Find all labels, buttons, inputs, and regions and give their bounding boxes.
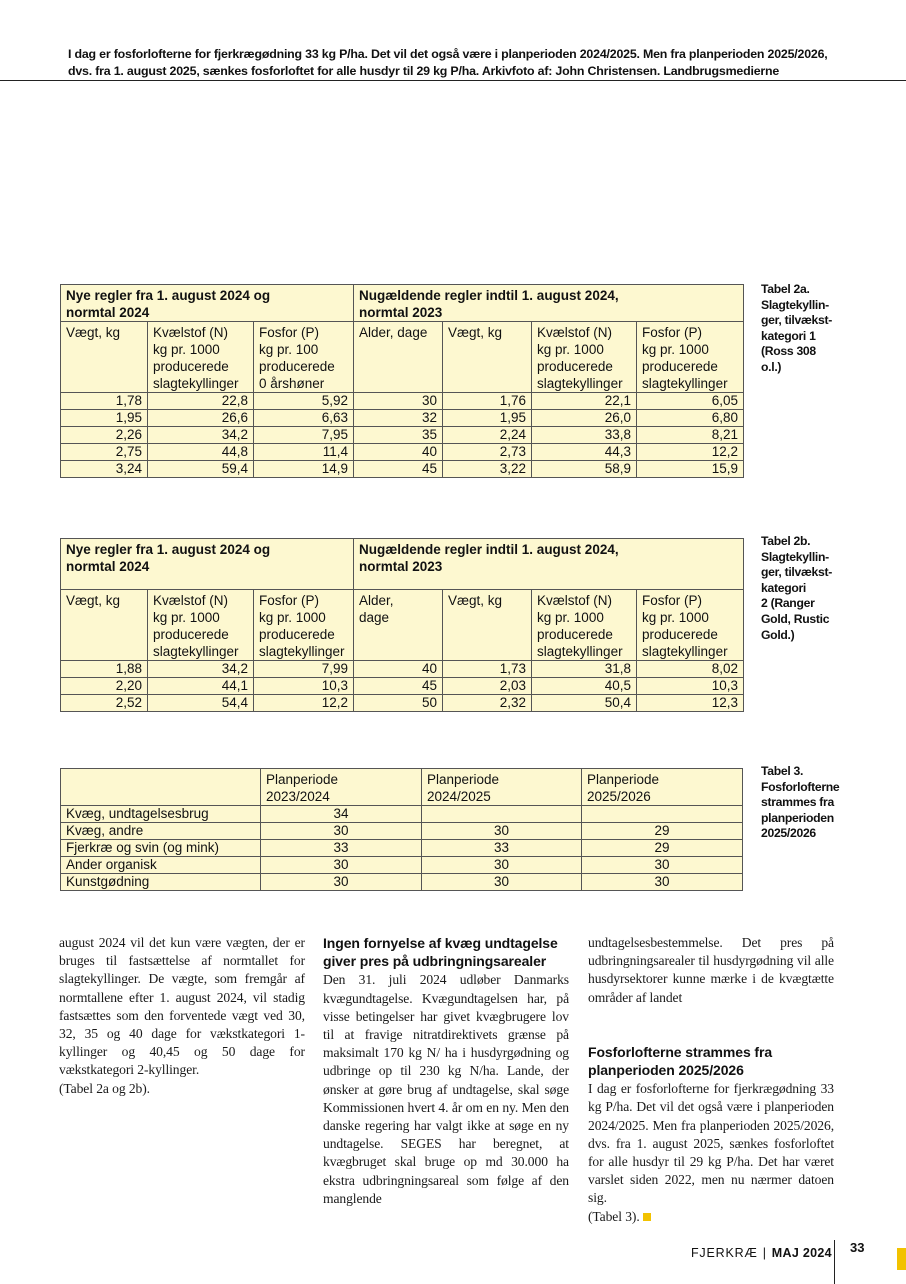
end-mark-icon <box>643 1213 651 1221</box>
table-cell: 44,3 <box>532 444 637 461</box>
table-label-line: o.l.) <box>761 359 782 374</box>
table-2a-label <box>761 282 841 376</box>
section-heading: Fosforlofterne strammes fra planperioden 2025/2026 <box>588 1043 773 1079</box>
table-cell: 12,2 <box>254 695 354 712</box>
table-label-line: (Ross 308 <box>761 344 816 359</box>
section-tab-marker <box>897 1248 906 1270</box>
footer-separator: | <box>762 1246 767 1260</box>
table-cell: Fjerkræ og svin (og mink) <box>61 840 261 857</box>
table-cell: 58,9 <box>532 461 637 478</box>
table-cell: 50,4 <box>532 695 637 712</box>
header-line: producerede <box>642 359 718 374</box>
group-header-old <box>354 539 744 590</box>
caption-line-2: dvs. fra 1. august 2025, sænkes fosforloftet for alle husdyr til 29 kg P/ha. Arkivfoto af: John Christensen. Landbrugsmedierne <box>68 63 780 78</box>
table-cell <box>422 806 582 823</box>
header-line: normtal 2023 <box>359 559 443 574</box>
table-label-line: strammes fra <box>761 795 834 810</box>
header-line: 2023/2024 <box>266 789 330 804</box>
table-row <box>61 393 744 410</box>
article-column-2 <box>323 934 569 1208</box>
table-2b-label <box>761 534 841 643</box>
table-cell: 1,73 <box>443 661 532 678</box>
table-row <box>61 661 744 678</box>
header-line: slagtekyllinger <box>259 644 345 659</box>
table-label-line: 2 (Ranger <box>761 596 815 611</box>
table-cell: 14,9 <box>254 461 354 478</box>
table-label-line: kategori <box>761 580 807 595</box>
table-cell: 6,05 <box>637 393 744 410</box>
table-cell: 30 <box>422 823 582 840</box>
table-cell: 30 <box>261 823 422 840</box>
table-cell: 7,99 <box>254 661 354 678</box>
body-paragraph: I dag er fosforlofterne for fjerkrægødning 33 kg P/ha. Det vil det også være i planperioden 2024/2025. Men fra planperioden 2025/2026, dvs. fra 1. august 2025, sænkes fosforloftet for alle husdyr til 29 kg P/ha. Det har været varslet siden 2022, men nu nærmer datoen sig. <box>588 1081 834 1206</box>
header-line: producerede <box>259 359 335 374</box>
header-line: Kvælstof (N) <box>537 325 613 340</box>
header-line: Planperiode <box>587 772 660 787</box>
table-cell: 44,8 <box>148 444 254 461</box>
col-header <box>261 769 422 806</box>
col-header <box>422 769 582 806</box>
table-cell: 30 <box>354 393 443 410</box>
col-header <box>637 322 744 393</box>
table-row <box>61 806 743 823</box>
table-cell: 3,24 <box>61 461 148 478</box>
photo-caption <box>68 46 838 79</box>
table-reference: (Tabel 2a og 2b). <box>59 1080 150 1096</box>
table-cell: 11,4 <box>254 444 354 461</box>
table-label-line: Slagtekyllin- <box>761 549 829 564</box>
table-cell: 2,03 <box>443 678 532 695</box>
header-line: kg pr. 1000 <box>537 342 604 357</box>
header-line: producerede <box>537 359 613 374</box>
header-line: Vægt, kg <box>448 325 503 340</box>
table-label-line: Gold.) <box>761 627 795 642</box>
col-header <box>354 590 443 661</box>
article-column-1 <box>59 934 305 1098</box>
table-cell: 12,2 <box>637 444 744 461</box>
table-cell: 6,80 <box>637 410 744 427</box>
col-header <box>254 590 354 661</box>
header-line: kg pr. 1000 <box>153 610 220 625</box>
table-label-line: ger, tilvækst- <box>761 313 832 328</box>
table-cell: 1,78 <box>61 393 148 410</box>
table-2a <box>60 284 744 478</box>
col-header <box>582 769 743 806</box>
table-cell: 30 <box>261 874 422 891</box>
header-line: normtal 2024 <box>66 305 150 320</box>
header-line: Fosfor (P) <box>642 325 703 340</box>
table-cell: Kunstgødning <box>61 874 261 891</box>
header-line: 2025/2026 <box>587 789 651 804</box>
column-header-row <box>61 322 744 393</box>
table-label-line: Gold, Rustic <box>761 611 830 626</box>
table-cell: 35 <box>354 427 443 444</box>
table-2b <box>60 538 744 712</box>
header-line: slagtekyllinger <box>153 376 239 391</box>
header-line: slagtekyllinger <box>537 644 623 659</box>
table-row <box>61 840 743 857</box>
header-line: 0 årshøner <box>259 376 325 391</box>
table-row <box>61 857 743 874</box>
table-cell: 6,63 <box>254 410 354 427</box>
table-cell: 2,75 <box>61 444 148 461</box>
table-cell: 40,5 <box>532 678 637 695</box>
table-3-label <box>761 764 841 842</box>
page-footer <box>691 1246 832 1260</box>
section-heading: Ingen fornyelse af kvæg undtagelse giver pres på udbringningsarealer <box>323 935 558 970</box>
issue-date: MAJ 2024 <box>771 1246 832 1260</box>
table-cell: 40 <box>354 661 443 678</box>
table-cell: 54,4 <box>148 695 254 712</box>
header-line: Nye regler fra 1. august 2024 og <box>66 288 271 303</box>
table-cell: 34 <box>261 806 422 823</box>
header-line: normtal 2023 <box>359 305 443 320</box>
col-header <box>443 322 532 393</box>
table-cell: 1,88 <box>61 661 148 678</box>
header-line: Fosfor (P) <box>642 593 703 608</box>
table-label-line: Tabel 3. <box>761 764 804 778</box>
table-cell: 22,1 <box>532 393 637 410</box>
header-line: Kvælstof (N) <box>537 593 613 608</box>
col-header <box>61 322 148 393</box>
header-line: producerede <box>642 627 718 642</box>
header-line: kg pr. 1000 <box>153 342 220 357</box>
table-cell: 30 <box>582 857 743 874</box>
group-header-old <box>354 285 744 322</box>
table-row <box>61 427 744 444</box>
table-cell: 30 <box>582 874 743 891</box>
header-line: Alder, dage <box>359 325 428 340</box>
table-row <box>61 874 743 891</box>
table-cell: 7,95 <box>254 427 354 444</box>
table-cell: 59,4 <box>148 461 254 478</box>
header-line: producerede <box>153 627 229 642</box>
table-cell: 33 <box>261 840 422 857</box>
caption-divider <box>0 80 906 81</box>
col-header <box>443 590 532 661</box>
table-row <box>61 444 744 461</box>
table-cell: 29 <box>582 840 743 857</box>
col-header <box>637 590 744 661</box>
table-label-line: 2025/2026 <box>761 826 816 841</box>
table-cell: 30 <box>422 874 582 891</box>
table-cell: 1,95 <box>61 410 148 427</box>
magazine-name: FJERKRÆ <box>691 1246 758 1260</box>
footer-divider <box>834 1240 835 1284</box>
table-cell: 3,22 <box>443 461 532 478</box>
header-line: 2024/2025 <box>427 789 491 804</box>
col-header <box>61 769 261 806</box>
body-paragraph: Den 31. juli 2024 udløber Danmarks kvægundtagelse. Kvægundtagelsen har, på visse betingelser har givet kvægbrugere lov til at fravige nitratdirektivets grænse på maksimalt 170 kg N/ ha i husdyrgødning og udbringe op til 230 kg N/ha. Lande, der ønsker at gøre brug af undtagelse, skal søge Kommissionen hvert 4. år om en ny. Men den danske regering har valgt ikke at søge en ny undtagelse. SEGES har beregnet, at kvægbruget skal bruge op md 30.000 ha ekstra udbringningsareal som følge af den manglende <box>323 972 569 1206</box>
table-cell: 5,92 <box>254 393 354 410</box>
header-line: Vægt, kg <box>66 593 121 608</box>
table-cell: 34,2 <box>148 661 254 678</box>
header-line: kg pr. 100 <box>259 342 319 357</box>
header-line: Alder, <box>359 593 394 608</box>
header-line: slagtekyllinger <box>642 644 728 659</box>
table-cell: 22,8 <box>148 393 254 410</box>
col-header <box>148 322 254 393</box>
table-row <box>61 695 744 712</box>
table-cell: 2,52 <box>61 695 148 712</box>
table-cell: 31,8 <box>532 661 637 678</box>
group-header-new <box>61 285 354 322</box>
header-line: dage <box>359 610 390 625</box>
header-line: kg pr. 1000 <box>642 610 709 625</box>
table-reference: (Tabel 3). <box>588 1208 640 1224</box>
col-header <box>354 322 443 393</box>
header-line: Planperiode <box>427 772 500 787</box>
table-label-line: Tabel 2a. <box>761 282 810 296</box>
table-cell: 12,3 <box>637 695 744 712</box>
header-line: slagtekyllinger <box>153 644 239 659</box>
table-row <box>61 410 744 427</box>
table-cell: 2,24 <box>443 427 532 444</box>
article-column-3 <box>588 934 834 1226</box>
col-header <box>532 590 637 661</box>
header-line: Fosfor (P) <box>259 325 320 340</box>
page-number: 33 <box>850 1240 865 1255</box>
header-line: Nye regler fra 1. august 2024 og <box>66 542 271 557</box>
header-line: Kvælstof (N) <box>153 593 229 608</box>
header-line: producerede <box>259 627 335 642</box>
body-paragraph: august 2024 vil det kun være vægten, der er bruges til fastsættelse af normtallet for slagtekyllinger. De vægte, som fremgår af normtallene efter 1. august 2024, vil stadig fastsættes som den forventede vægt ved 30, 32, 35 og 40 dage for vækstkategori 1-kyllinger og 40,45 og 50 dage for vækstkategori 2-kyllinger. <box>59 935 305 1078</box>
col-header <box>532 322 637 393</box>
body-paragraph: undtagelsesbestemmelse. Det pres på udbringningsarealer til husdyrgødning vil alle husdyrsektorer kunne mærke i de kvægtætte områder af landet <box>588 935 834 1005</box>
header-line: producerede <box>153 359 229 374</box>
table-row <box>61 678 744 695</box>
table-cell: Kvæg, andre <box>61 823 261 840</box>
table-cell: 34,2 <box>148 427 254 444</box>
table-label-line: Slagtekyllin- <box>761 297 829 312</box>
table-cell: 40 <box>354 444 443 461</box>
group-header-new <box>61 539 354 590</box>
header-line: Nugældende regler indtil 1. august 2024, <box>359 288 619 303</box>
table-row <box>61 461 744 478</box>
table-label-line: kategori 1 <box>761 328 816 343</box>
table-cell: 2,32 <box>443 695 532 712</box>
table-cell: 2,26 <box>61 427 148 444</box>
table-cell: 50 <box>354 695 443 712</box>
table-cell: 45 <box>354 461 443 478</box>
table-cell: 26,6 <box>148 410 254 427</box>
table-cell: 8,21 <box>637 427 744 444</box>
header-line: Planperiode <box>266 772 339 787</box>
column-header-row <box>61 769 743 806</box>
header-line: producerede <box>537 627 613 642</box>
table-label-line: Fosforlofterne <box>761 779 840 794</box>
col-header <box>254 322 354 393</box>
table-cell: 45 <box>354 678 443 695</box>
table-cell: 29 <box>582 823 743 840</box>
table-label-line: planperioden <box>761 810 834 825</box>
caption-line-1: I dag er fosforlofterne for fjerkrægødning 33 kg P/ha. Det vil det også være i planperioden 2024/2025. Men fra planperioden 2025/2026, <box>68 47 828 61</box>
table-cell: 10,3 <box>254 678 354 695</box>
table-cell: 1,76 <box>443 393 532 410</box>
header-line: Nugældende regler indtil 1. august 2024, <box>359 542 619 557</box>
table-label-line: Tabel 2b. <box>761 534 811 548</box>
table-3 <box>60 768 743 891</box>
table-cell: 30 <box>261 857 422 874</box>
table-cell: Ander organisk <box>61 857 261 874</box>
table-cell: 1,95 <box>443 410 532 427</box>
table-cell: 32 <box>354 410 443 427</box>
table-row <box>61 823 743 840</box>
table-cell: 15,9 <box>637 461 744 478</box>
header-line: slagtekyllinger <box>642 376 728 391</box>
table-cell: 33,8 <box>532 427 637 444</box>
table-cell: 30 <box>422 857 582 874</box>
col-header <box>148 590 254 661</box>
column-header-row <box>61 590 744 661</box>
header-line: kg pr. 1000 <box>259 610 326 625</box>
header-line: kg pr. 1000 <box>642 342 709 357</box>
table-cell <box>582 806 743 823</box>
header-line: kg pr. 1000 <box>537 610 604 625</box>
header-line: normtal 2024 <box>66 559 150 574</box>
table-cell: 26,0 <box>532 410 637 427</box>
header-line: Vægt, kg <box>448 593 503 608</box>
table-cell: Kvæg, undtagelsesbrug <box>61 806 261 823</box>
table-cell: 33 <box>422 840 582 857</box>
header-line: Fosfor (P) <box>259 593 320 608</box>
table-cell: 44,1 <box>148 678 254 695</box>
header-line: slagtekyllinger <box>537 376 623 391</box>
table-cell: 2,20 <box>61 678 148 695</box>
header-line: Kvælstof (N) <box>153 325 229 340</box>
table-cell: 10,3 <box>637 678 744 695</box>
col-header <box>61 590 148 661</box>
table-label-line: ger, tilvækst- <box>761 565 832 580</box>
table-cell: 8,02 <box>637 661 744 678</box>
header-line: Vægt, kg <box>66 325 121 340</box>
table-cell: 2,73 <box>443 444 532 461</box>
